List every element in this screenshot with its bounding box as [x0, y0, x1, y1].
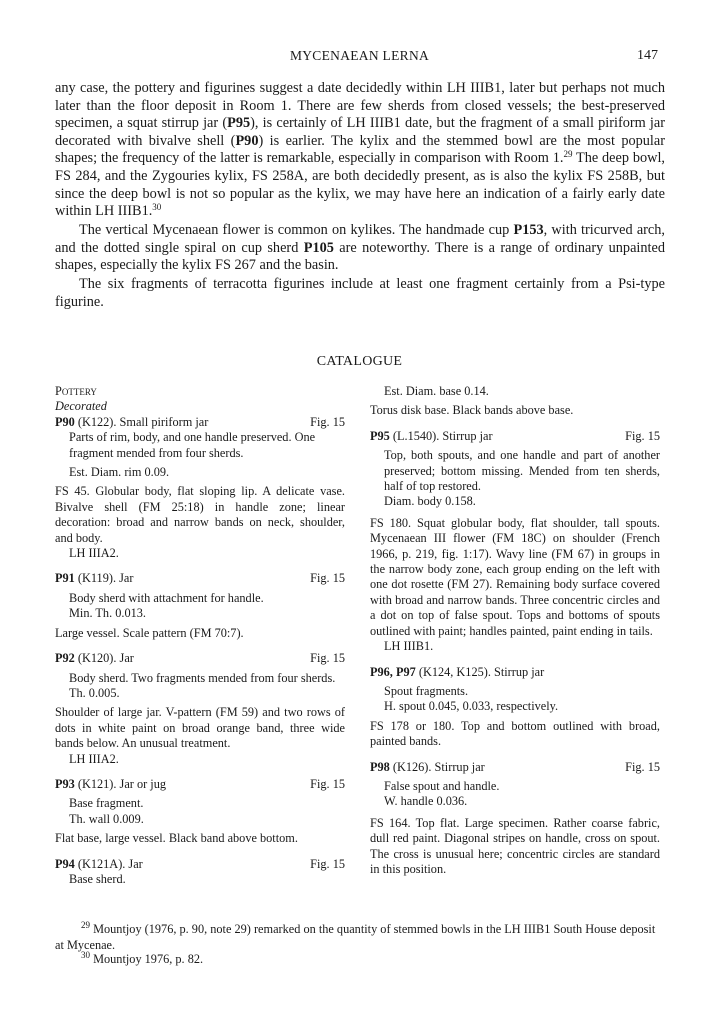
catalogue-entry: [55, 777, 345, 847]
entry-head: (K121). Jar or jug: [77, 776, 166, 791]
catalogue-entry: [55, 571, 345, 641]
entry-id: P90: [55, 414, 75, 429]
entry-id: P93: [55, 776, 75, 791]
running-title: MYCENAEAN LERNA: [289, 48, 430, 63]
entry-head: (K121A). Jar: [77, 856, 143, 871]
entry-date: LH IIIA2.: [69, 751, 119, 766]
entry-description: Top, both spouts, and one handle and part of another preserved; bottom missing. Mended from ten sherds, half of top restored.: [384, 448, 660, 494]
page-number: 147: [637, 48, 658, 63]
entry-comment: Shoulder of large jar. V-pattern (FM 59) and two rows of dots in white paint on broad orange band, three wide bands below. An unusual treatment.: [55, 705, 345, 751]
entry-head: (K126). Stirrup jar: [392, 759, 485, 774]
entry-comment: FS 164. Top flat. Large specimen. Rather coarse fabric, dull red paint. Diagonal stripes on handle, cross on spout. The cross is unusual here; concentric circles are standard in this position.: [370, 815, 660, 876]
entry-description: False spout and handle.: [384, 778, 500, 793]
entry-id: P95: [370, 428, 390, 443]
figure-ref: Fig. 15: [310, 856, 345, 871]
entry-description: Parts of rim, body, and one handle preserved. One fragment mended from four sherds.: [69, 430, 316, 460]
entry-heading: [55, 415, 345, 430]
entry-description: Base fragment.: [69, 796, 144, 811]
section-heading: Pottery: [55, 384, 97, 398]
entry-heading: [370, 665, 660, 680]
entry-dimensions: H. spout 0.045, 0.033, respectively.: [384, 699, 559, 714]
entry-head: (L.1540). Stirrup jar: [392, 428, 493, 443]
entry-dimensions: Th. wall 0.009.: [69, 811, 144, 826]
entry-dimensions: Min. Th. 0.013.: [69, 606, 146, 621]
subsection-heading: Decorated: [55, 399, 107, 414]
footnote-text: Mountjoy (1976, p. 90, note 29) remarked on the quantity of stemmed bowls in the LH IIIB1 South House deposit at Mycenae.: [55, 922, 656, 952]
entry-description: Body sherd. Two fragments mended from four sherds.: [69, 670, 336, 685]
entry-id: P92: [55, 651, 75, 666]
entry-dimensions: W. handle 0.036.: [384, 794, 468, 809]
footnote-number: 29: [81, 920, 90, 930]
entry-id: P96, P97: [370, 664, 416, 679]
entry-dimensions: Th. 0.005.: [69, 685, 120, 700]
body-paragraph-1: any case, the pottery and figurines suggest a date decidedly within LH IIIB1, later but perhaps not much later than the floor deposit in Room 1. There are few sherds from closed vessels; the best-preserved specimen, a squat stirrup jar (P95), is certainly of LH IIIB1 date, but the fragment of a small piriform jar decorated with bivalve shell (P90) is earlier. The kylix and the stemmed bowl are the most popular shapes; the frequency of the latter is remarkable, especially in comparison with Room 1.29 The deep bowl, FS 284, and the Zygouries kylix, FS 258A, are both decidedly present, as is also the kylix FS 258B, but since the deep bowl is not so popular as the kylix, we may have here an indication of a fairly early date within LH IIIB1.30: [55, 80, 665, 220]
figure-ref: Fig. 15: [310, 414, 345, 429]
catalogue-entry: [370, 429, 660, 655]
catalogue-entry: [370, 760, 660, 878]
entry-heading: [370, 760, 660, 775]
entry-dimensions: Est. Diam. rim 0.09.: [69, 465, 170, 480]
entry-heading: [55, 571, 345, 586]
catalogue-entry: [55, 415, 345, 562]
catalogue-entry: [370, 665, 660, 750]
figure-ref: Fig. 15: [310, 571, 345, 586]
entry-comment: FS 178 or 180. Top and bottom outlined with broad, painted bands.: [370, 718, 660, 749]
entry-heading: [55, 651, 345, 666]
entry-head: (K124, K125). Stirrup jar: [418, 664, 545, 679]
entry-comment: FS 180. Squat globular body, flat shoulder, tall spouts. Mycenaean III flower (FM 18C) on shoulder (French 1966, p. 219, fig. 1:17). Wavy line (FM 67) in groups in the narrow body zone, each group ending on the left with one dot rosette (FM 27). Remaining body surface covered with broad and narrow bands. Three concentric circles and a dot on top of false spout. Tops and bottoms of spouts outlined with paint; handles painted, paint ending in tails.: [370, 515, 660, 638]
entry-date: LH IIIB1.: [384, 639, 434, 654]
catalogue-left-column: [55, 384, 345, 887]
entry-head: (K119). Jar: [77, 571, 134, 586]
footnote-text: Mountjoy 1976, p. 82.: [93, 952, 204, 966]
catalogue-right-column: [370, 384, 660, 877]
footnote-30: [55, 952, 665, 968]
figure-ref: Fig. 15: [625, 759, 660, 774]
entry-head: (K120). Jar: [77, 651, 134, 666]
entry-head: (K122). Small piriform jar: [77, 414, 209, 429]
entry-heading: [370, 429, 660, 444]
entry-description: Base sherd.: [69, 871, 126, 886]
figure-ref: Fig. 15: [625, 428, 660, 443]
entry-comment: Flat base, large vessel. Black band above bottom.: [55, 831, 298, 846]
entry-description: Spout fragments.: [384, 683, 469, 698]
entry-dimensions: Est. Diam. base 0.14.: [384, 384, 489, 398]
entry-heading: [55, 857, 345, 872]
figure-ref: Fig. 15: [310, 776, 345, 791]
entry-id: P94: [55, 856, 75, 871]
entry-id: P91: [55, 571, 75, 586]
entry-description: Body sherd with attachment for handle.: [69, 590, 264, 605]
body-paragraph-2: The vertical Mycenaean flower is common on kylikes. The handmade cup P153, with tricurved arch, and the dotted single spiral on cup sherd P105 are noteworthy. There is a range of ordinary unpainted shapes, especially the kylix FS 267 and the basin.: [55, 222, 666, 274]
catalogue-entry: [55, 857, 345, 888]
entry-date: LH IIIA2.: [69, 546, 119, 561]
entry-comment: Torus disk base. Black bands above base.: [370, 403, 574, 418]
footnote-number: 30: [81, 950, 90, 960]
catalogue-heading: CATALOGUE: [316, 354, 403, 369]
entry-comment: Large vessel. Scale pattern (FM 70:7).: [55, 625, 244, 640]
footnote-29: [55, 922, 665, 953]
entry-heading: [55, 777, 345, 792]
entry-dimensions: Diam. body 0.158.: [384, 494, 476, 509]
entry-id: P98: [370, 759, 390, 774]
body-paragraph-3: The six fragments of terracotta figurines include at least one fragment certainly from a Psi-type figurine.: [55, 276, 665, 310]
catalogue-entry: [55, 651, 345, 767]
figure-ref: Fig. 15: [310, 651, 345, 666]
entry-comment: FS 45. Globular body, flat sloping lip. A delicate vase. Bivalve shell (FM 25:18) in handle zone; linear decoration: broad and narrow bands on neck, shoulder, and body.: [55, 484, 345, 545]
